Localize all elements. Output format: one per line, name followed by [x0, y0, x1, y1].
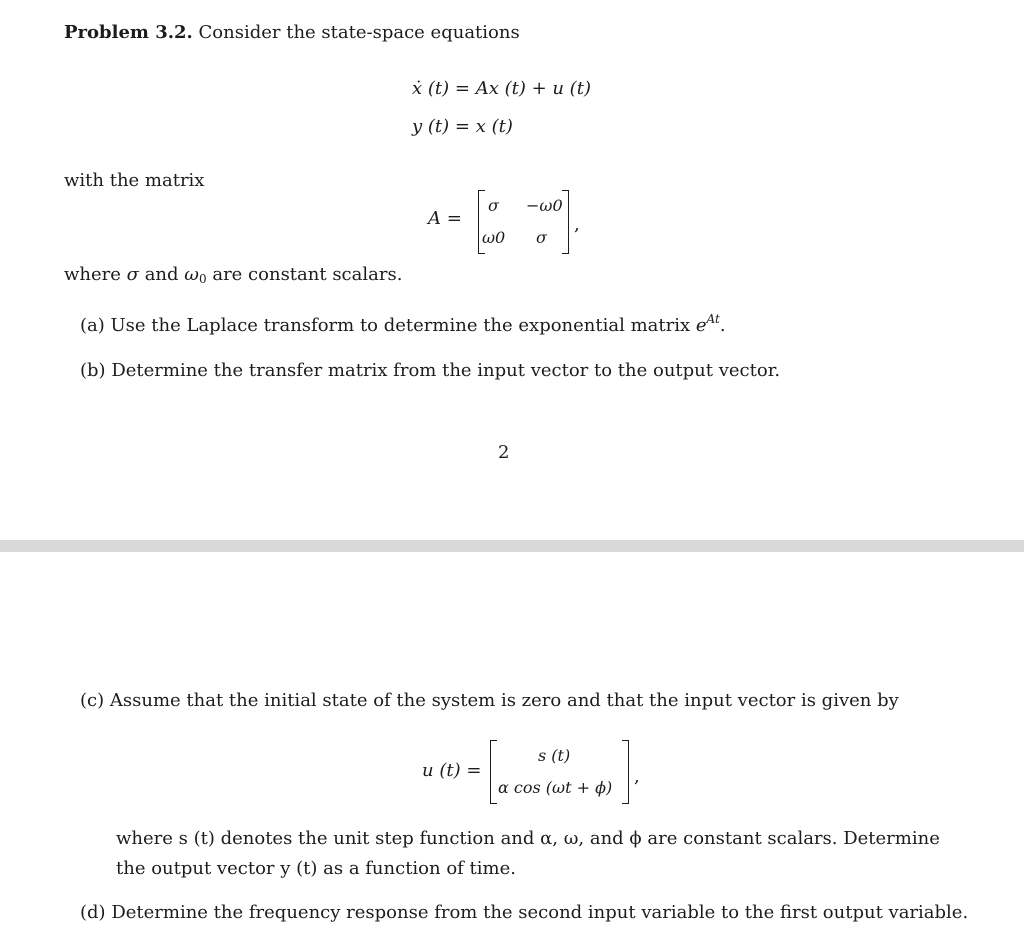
u-vector-bottom: α cos (ωt + ϕ) — [498, 778, 613, 797]
part-b-text: Determine the transfer matrix from the input vector to the output vector. — [111, 360, 781, 381]
equation-2-lhs: y (t) — [412, 116, 450, 137]
omega-symbol — [184, 264, 206, 285]
part-a-end: . — [719, 315, 726, 336]
u-vector-trailing-comma: , — [634, 766, 640, 787]
matrix-label: A = — [428, 208, 462, 229]
problem-heading-line — [64, 22, 520, 43]
u-vector-label: u (t) = — [422, 760, 482, 781]
with-matrix-text: with the matrix — [64, 170, 205, 191]
u-vector-left-bracket — [490, 740, 497, 804]
part-d-text: Determine the frequency response from the second input variable to the first output variable. — [111, 902, 969, 923]
part-b-label: (b) — [80, 360, 106, 381]
omega-base: ω — [184, 264, 199, 285]
page-bottom — [0, 552, 1024, 938]
equation-1-rhs: = Ax (t) + u (t) — [454, 78, 591, 99]
part-c-label: (c) — [80, 690, 105, 711]
part-a — [80, 312, 726, 336]
and-word: and — [144, 264, 179, 285]
equation-2 — [412, 116, 602, 137]
sigma-symbol: σ — [126, 264, 139, 285]
part-a-exp-power: At — [706, 312, 720, 326]
part-c — [80, 690, 899, 711]
equation-2-rhs: = x (t) — [454, 116, 513, 137]
u-vector-right-bracket — [622, 740, 629, 804]
part-d — [80, 902, 968, 923]
part-a-text: Use the Laplace transform to determine the exponential matrix — [110, 315, 691, 336]
matrix-cell-11: σ — [488, 196, 499, 215]
matrix-cell-12: −ω0 — [526, 196, 563, 215]
matrix-cell-22: σ — [536, 228, 547, 247]
constant-scalars-text: are constant scalars. — [212, 264, 403, 285]
part-c-where-line-2: the output vector y (t) as a function of time. — [116, 858, 516, 879]
omega-subscript: 0 — [198, 272, 207, 286]
problem-intro: Consider the state-space equations — [198, 22, 520, 43]
page-number: 2 — [498, 442, 510, 463]
problem-heading: Problem 3.2. — [64, 22, 193, 43]
matrix-cell-21: ω0 — [482, 228, 506, 247]
equation-1-lhs: ẋ (t) — [412, 78, 450, 99]
page-separator — [0, 540, 1024, 552]
part-d-label: (d) — [80, 902, 106, 923]
equation-1 — [412, 78, 602, 99]
matrix-trailing-comma: , — [574, 214, 580, 235]
where-constants-line — [64, 264, 402, 286]
part-a-exp-base: e — [695, 315, 707, 336]
matrix-right-bracket — [562, 190, 569, 254]
part-c-where-line-1: where s (t) denotes the unit step function and α, ω, and ϕ are constant scalars. Determine — [116, 828, 940, 849]
where-word: where — [64, 264, 121, 285]
part-c-text: Assume that the initial state of the system is zero and that the input vector is given by — [109, 690, 899, 711]
part-b — [80, 360, 780, 381]
u-vector-top: s (t) — [538, 746, 571, 765]
part-a-label: (a) — [80, 315, 105, 336]
